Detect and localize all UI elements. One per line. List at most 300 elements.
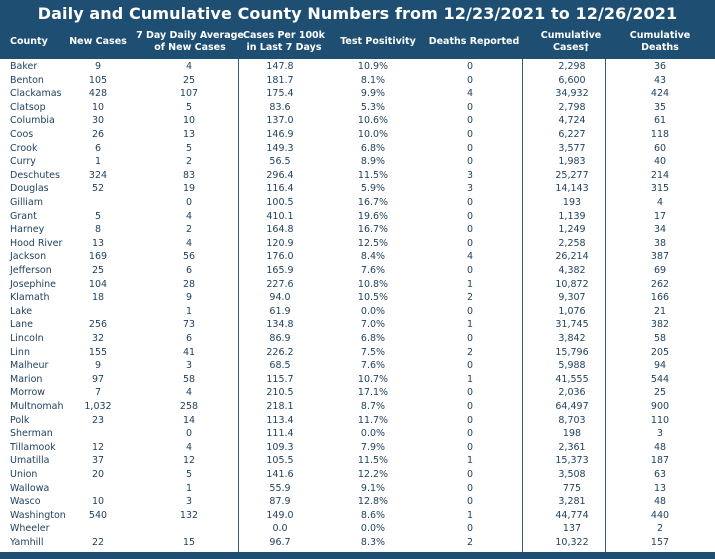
cell-cum-deaths: 110 (650, 414, 670, 426)
cell-per100k: 226.2 (266, 346, 294, 358)
cell-deaths: 1 (466, 509, 474, 521)
cell-deaths: 0 (466, 482, 474, 494)
cell-positivity: 12.2% (357, 469, 389, 480)
cell-per100k: 181.7 (266, 74, 294, 86)
cell-deaths: 0 (466, 441, 474, 453)
cell-per100k: 96.7 (269, 537, 291, 548)
table-footer-bar (0, 552, 715, 559)
cell-new-cases: 10 (91, 496, 105, 508)
table-row (0, 332, 715, 346)
cell-deaths: 0 (466, 61, 474, 72)
cell-positivity: 8.7% (360, 401, 386, 412)
col-new-cases: New Cases (69, 36, 127, 47)
cell-new-cases (66, 196, 130, 210)
cell-new-cases: 5 (94, 210, 102, 222)
cell-cum-cases: 6,227 (558, 129, 586, 140)
cell-deaths: 0 (466, 401, 474, 412)
cell-county: Benton (10, 74, 44, 86)
cell-county: Malheur (10, 360, 49, 372)
cell-deaths: 4 (466, 251, 474, 263)
column-divider (238, 59, 239, 552)
cell-deaths: 0 (466, 305, 474, 317)
cell-cum-cases: 44,774 (555, 509, 589, 521)
cell-cum-cases: 6,600 (558, 74, 586, 86)
cell-cum-deaths: 60 (653, 142, 667, 154)
table-row (0, 169, 715, 183)
table-row (0, 264, 715, 278)
cell-avg7 (150, 522, 228, 536)
cell-per100k: 149.3 (266, 142, 294, 154)
cell-positivity: 8.9% (360, 156, 386, 168)
cell-positivity: 6.8% (360, 142, 386, 154)
cell-deaths: 0 (466, 265, 474, 276)
cell-positivity: 0.0% (360, 523, 386, 535)
cell-county: Sherman (10, 428, 53, 440)
cell-positivity: 11.7% (357, 414, 389, 426)
col-7day-avg: 7 Day Daily Average of New Cases (136, 30, 244, 53)
cell-county: Marion (10, 373, 43, 385)
table-row (0, 441, 715, 455)
cell-county: Deschutes (10, 169, 60, 181)
table-row (0, 318, 715, 332)
cell-per100k: 218.1 (266, 401, 294, 412)
cell-cum-cases: 5,988 (558, 360, 586, 372)
cell-cum-deaths: 157 (650, 537, 670, 548)
cell-cum-cases: 3,842 (558, 333, 586, 344)
table-row (0, 495, 715, 509)
cell-positivity: 11.5% (357, 455, 389, 467)
cell-county: Lincoln (10, 333, 44, 344)
cell-county: Crook (10, 142, 38, 154)
cell-per100k: 83.6 (269, 101, 291, 113)
table-row (0, 482, 715, 496)
cell-avg7: 56 (182, 251, 196, 263)
cell-new-cases: 37 (91, 455, 105, 467)
cell-avg7: 13 (182, 129, 196, 140)
cell-cum-cases: 31,745 (555, 319, 589, 331)
cell-cum-cases: 41,555 (555, 373, 589, 385)
cell-county: Wheeler (10, 523, 50, 535)
cell-deaths: 0 (466, 469, 474, 480)
cell-cum-deaths: 25 (653, 387, 667, 399)
cell-avg7: 5 (185, 469, 193, 480)
cell-county: Klamath (10, 292, 50, 304)
cell-deaths: 1 (466, 319, 474, 331)
table-row (0, 291, 715, 305)
cell-per100k: 87.9 (269, 496, 291, 508)
cell-positivity: 10.9% (357, 61, 389, 72)
cell-county: Lake (10, 305, 33, 317)
cell-new-cases: 9 (94, 61, 102, 72)
cell-per100k: 149.0 (266, 509, 294, 521)
cell-positivity: 7.5% (360, 346, 386, 358)
cell-avg7: 2 (185, 224, 193, 236)
cell-cum-cases: 137 (562, 523, 582, 535)
cell-county: Curry (10, 156, 36, 168)
cell-cum-cases: 15,373 (555, 455, 589, 467)
cell-per100k: 227.6 (266, 278, 294, 290)
cell-cum-cases: 3,281 (558, 496, 586, 508)
cell-deaths: 1 (466, 455, 474, 467)
table-row (0, 74, 715, 88)
cell-positivity: 11.5% (357, 169, 389, 181)
cell-deaths: 0 (466, 496, 474, 508)
table-row (0, 359, 715, 373)
cell-new-cases (66, 482, 130, 496)
cell-county: Jackson (10, 251, 47, 263)
cell-cum-deaths: 35 (653, 101, 667, 113)
cell-per100k: 164.8 (266, 224, 294, 236)
cell-deaths: 0 (466, 224, 474, 236)
cell-county: Coos (10, 129, 34, 140)
table-row (0, 182, 715, 196)
table-row (0, 223, 715, 237)
cell-cum-deaths: 382 (650, 319, 670, 331)
cell-deaths: 0 (466, 237, 474, 249)
cell-county: Morrow (10, 387, 46, 399)
table-row (0, 509, 715, 523)
cell-cum-cases: 1,983 (558, 156, 586, 168)
cell-avg7: 25 (182, 74, 196, 86)
col-per-100k: Cases Per 100k in Last 7 Days (243, 30, 325, 53)
cell-new-cases: 104 (88, 278, 108, 290)
cell-cum-cases: 9,307 (558, 292, 586, 304)
cell-avg7: 58 (182, 373, 196, 385)
cell-cum-deaths: 58 (653, 333, 667, 344)
cell-per100k: 109.3 (266, 441, 294, 453)
table-row (0, 101, 715, 115)
cell-cum-cases: 3,577 (558, 142, 586, 154)
cell-new-cases: 6 (94, 142, 102, 154)
cell-deaths: 3 (466, 169, 474, 181)
col-test-positivity: Test Positivity (340, 36, 416, 47)
cell-per100k: 61.9 (269, 305, 291, 317)
cell-avg7: 10 (182, 115, 196, 127)
cell-avg7: 1 (185, 482, 193, 494)
cell-deaths: 2 (466, 292, 474, 304)
cell-new-cases: 155 (88, 346, 108, 358)
cell-per100k: 94.0 (269, 292, 291, 304)
cell-county: Union (10, 469, 38, 480)
cell-cum-deaths: 34 (653, 224, 667, 236)
cell-per100k: 120.9 (266, 237, 294, 249)
cell-avg7: 3 (185, 360, 193, 372)
cell-avg7: 5 (185, 101, 193, 113)
cell-cum-deaths: 48 (653, 496, 667, 508)
cell-cum-cases: 1,249 (558, 224, 586, 236)
cell-avg7: 83 (182, 169, 196, 181)
cell-positivity: 7.6% (360, 265, 386, 276)
cell-new-cases: 20 (91, 469, 105, 480)
cell-positivity: 12.5% (357, 237, 389, 249)
cell-avg7: 15 (182, 537, 196, 548)
cell-cum-cases: 193 (562, 197, 582, 208)
cell-deaths: 0 (466, 387, 474, 399)
cell-positivity: 5.9% (360, 183, 386, 195)
cell-positivity: 16.7% (357, 224, 389, 236)
cell-cum-deaths: 4 (656, 197, 664, 208)
cell-positivity: 0.0% (360, 428, 386, 440)
col-cumulative-cases: Cumulative Cases† (540, 30, 602, 53)
cell-avg7: 132 (179, 509, 199, 521)
cell-per100k: 137.0 (266, 115, 294, 127)
cell-per100k: 116.4 (266, 183, 294, 195)
cell-new-cases: 1 (94, 156, 102, 168)
table-row (0, 305, 715, 319)
column-divider (605, 59, 606, 552)
cell-positivity: 10.7% (357, 373, 389, 385)
cell-cum-cases: 25,277 (555, 169, 589, 181)
table-row (0, 128, 715, 142)
cell-avg7: 4 (185, 387, 193, 399)
cell-county: Linn (10, 346, 30, 358)
cell-county: Washington (10, 509, 66, 521)
cell-county: Harney (10, 224, 45, 236)
cell-new-cases: 169 (88, 251, 108, 263)
table-row (0, 155, 715, 169)
cell-cum-cases: 2,298 (558, 61, 586, 72)
table-header (0, 0, 715, 59)
cell-cum-cases: 1,139 (558, 210, 586, 222)
cell-cum-cases: 2,361 (558, 441, 586, 453)
cell-per100k: 134.8 (266, 319, 294, 331)
cell-cum-deaths: 63 (653, 469, 667, 480)
cell-county: Douglas (10, 183, 49, 195)
cell-cum-cases: 1,076 (558, 305, 586, 317)
cell-deaths: 0 (466, 115, 474, 127)
cell-positivity: 12.8% (357, 496, 389, 508)
cell-cum-deaths: 315 (650, 183, 670, 195)
cell-new-cases: 7 (94, 387, 102, 399)
cell-positivity: 10.8% (357, 278, 389, 290)
cell-deaths: 1 (466, 278, 474, 290)
cell-per100k: 147.8 (266, 61, 294, 72)
cell-avg7: 4 (185, 441, 193, 453)
cell-avg7: 4 (185, 237, 193, 249)
cell-new-cases: 32 (91, 333, 105, 344)
page-title: Daily and Cumulative County Numbers from 12/23/2021 to 12/26/2021 (37, 4, 678, 23)
cell-cum-deaths: 262 (650, 278, 670, 290)
table-row (0, 454, 715, 468)
cell-per100k: 296.4 (266, 169, 294, 181)
cell-avg7: 4 (185, 210, 193, 222)
cell-new-cases: 25 (91, 265, 105, 276)
table-row (0, 250, 715, 264)
cell-per100k: 56.5 (269, 156, 291, 168)
cell-deaths: 2 (466, 537, 474, 548)
cell-positivity: 6.8% (360, 333, 386, 344)
cell-per100k: 175.4 (266, 88, 294, 100)
cell-positivity: 9.9% (360, 88, 386, 100)
cell-per100k: 105.5 (266, 455, 294, 467)
table-row (0, 386, 715, 400)
cell-avg7: 12 (182, 455, 196, 467)
cell-cum-deaths: 205 (650, 346, 670, 358)
cell-cum-deaths: 36 (653, 61, 667, 72)
cell-new-cases: 26 (91, 129, 105, 140)
cell-county: Grant (10, 210, 37, 222)
cell-new-cases: 1,032 (84, 401, 112, 412)
cell-new-cases: 97 (91, 373, 105, 385)
cell-per100k: 176.0 (266, 251, 294, 263)
cell-new-cases: 256 (88, 319, 108, 331)
cell-deaths: 0 (466, 101, 474, 113)
cell-new-cases (66, 305, 130, 319)
cell-deaths: 0 (466, 197, 474, 208)
cell-cum-cases: 775 (562, 482, 582, 494)
cell-cum-deaths: 187 (650, 455, 670, 467)
cell-cum-cases: 26,214 (555, 251, 589, 263)
cell-avg7: 73 (182, 319, 196, 331)
cell-cum-cases: 15,796 (555, 346, 589, 358)
table-row (0, 522, 715, 536)
cell-deaths: 0 (466, 360, 474, 372)
table-row (0, 278, 715, 292)
table-row (0, 414, 715, 428)
cell-positivity: 7.0% (360, 319, 386, 331)
cell-cum-deaths: 118 (650, 129, 670, 140)
cell-county: Tillamook (10, 441, 56, 453)
cell-cum-cases: 3,508 (558, 469, 586, 480)
cell-cum-cases: 2,036 (558, 387, 586, 399)
cell-new-cases: 428 (88, 88, 108, 100)
cell-cum-cases: 10,872 (555, 278, 589, 290)
cell-county: Umatilla (10, 455, 50, 467)
cell-avg7: 3 (185, 496, 193, 508)
cell-deaths: 0 (466, 333, 474, 344)
cell-cum-deaths: 21 (653, 305, 667, 317)
cell-positivity: 8.4% (360, 251, 386, 263)
col-deaths-reported: Deaths Reported (428, 36, 520, 47)
cell-county: Baker (10, 61, 38, 72)
cell-cum-deaths: 17 (653, 210, 667, 222)
cell-cum-deaths: 166 (650, 292, 670, 304)
cell-cum-cases: 4,724 (558, 115, 586, 127)
table-row (0, 536, 715, 550)
cell-per100k: 111.4 (266, 428, 294, 440)
cell-cum-deaths: 387 (650, 251, 670, 263)
cell-avg7: 5 (185, 142, 193, 154)
cell-positivity: 10.0% (357, 129, 389, 140)
cell-avg7: 258 (179, 401, 199, 412)
cell-positivity: 7.9% (360, 441, 386, 453)
cell-cum-cases: 198 (562, 428, 582, 440)
cell-deaths: 0 (466, 142, 474, 154)
cell-cum-cases: 10,322 (555, 537, 589, 548)
cell-new-cases: 10 (91, 101, 105, 113)
table-row (0, 237, 715, 251)
cell-cum-cases: 14,143 (555, 183, 589, 195)
cell-cum-deaths: 40 (653, 156, 667, 168)
cell-positivity: 8.1% (360, 74, 386, 86)
cell-deaths: 0 (466, 414, 474, 426)
cell-new-cases: 540 (88, 509, 108, 521)
cell-cum-cases: 64,497 (555, 401, 589, 412)
cell-county: Multnomah (10, 401, 64, 412)
cell-cum-deaths: 424 (650, 88, 670, 100)
cell-county: Polk (10, 414, 30, 426)
cell-county: Gilliam (10, 197, 43, 208)
cell-deaths: 0 (466, 210, 474, 222)
cell-new-cases: 12 (91, 441, 105, 453)
cell-cum-cases: 8,703 (558, 414, 586, 426)
cell-new-cases (66, 522, 130, 536)
cell-positivity: 7.6% (360, 360, 386, 372)
cell-positivity: 10.6% (357, 115, 389, 127)
cell-per100k: 100.5 (266, 197, 294, 208)
cell-new-cases: 30 (91, 115, 105, 127)
cell-positivity: 19.6% (357, 210, 389, 222)
cell-cum-deaths: 900 (650, 401, 670, 412)
cell-cum-deaths: 13 (653, 482, 667, 494)
table-row (0, 400, 715, 414)
cell-county: Josephine (10, 278, 56, 290)
cell-per100k: 146.9 (266, 129, 294, 140)
col-county: County (10, 36, 48, 47)
cell-per100k: 55.9 (269, 482, 291, 494)
cell-per100k: 0.0 (272, 523, 288, 535)
cell-positivity: 8.3% (360, 537, 386, 548)
cell-avg7: 0 (185, 428, 193, 440)
cell-avg7: 1 (185, 305, 193, 317)
cell-avg7: 4 (185, 61, 193, 72)
cell-per100k: 113.4 (266, 414, 294, 426)
cell-cum-deaths: 38 (653, 237, 667, 249)
table-row (0, 114, 715, 128)
table-row (0, 468, 715, 482)
cell-positivity: 8.6% (360, 509, 386, 521)
cell-avg7: 9 (185, 292, 193, 304)
cell-new-cases: 52 (91, 183, 105, 195)
cell-positivity: 9.1% (360, 482, 386, 494)
cell-deaths: 0 (466, 129, 474, 140)
cell-cum-deaths: 94 (653, 360, 667, 372)
table-row (0, 427, 715, 441)
cell-deaths: 3 (466, 183, 474, 195)
cell-avg7: 14 (182, 414, 196, 426)
table-row (0, 373, 715, 387)
cell-deaths: 0 (466, 156, 474, 168)
cell-positivity: 0.0% (360, 305, 386, 317)
cell-cum-cases: 4,382 (558, 265, 586, 276)
cell-avg7: 0 (185, 197, 193, 208)
table-row (0, 210, 715, 224)
cell-cum-deaths: 48 (653, 441, 667, 453)
cell-new-cases: 23 (91, 414, 105, 426)
cell-deaths: 2 (466, 346, 474, 358)
cell-deaths: 0 (466, 523, 474, 535)
cell-avg7: 19 (182, 183, 196, 195)
cell-new-cases: 8 (94, 224, 102, 236)
cell-new-cases: 324 (88, 169, 108, 181)
cell-county: Jefferson (10, 265, 52, 276)
cell-new-cases: 22 (91, 537, 105, 548)
cell-per100k: 86.9 (269, 333, 291, 344)
cell-avg7: 28 (182, 278, 196, 290)
cell-cum-cases: 2,798 (558, 101, 586, 113)
cell-cum-cases: 2,258 (558, 237, 586, 249)
cell-cum-deaths: 544 (650, 373, 670, 385)
cell-deaths: 1 (466, 373, 474, 385)
cell-avg7: 107 (179, 88, 199, 100)
cell-county: Clackamas (10, 88, 62, 100)
cell-county: Lane (10, 319, 33, 331)
cell-county: Clatsop (10, 101, 46, 113)
table-row (0, 196, 715, 210)
cell-avg7: 2 (185, 156, 193, 168)
cell-per100k: 165.9 (266, 265, 294, 276)
cell-per100k: 141.6 (266, 469, 294, 480)
